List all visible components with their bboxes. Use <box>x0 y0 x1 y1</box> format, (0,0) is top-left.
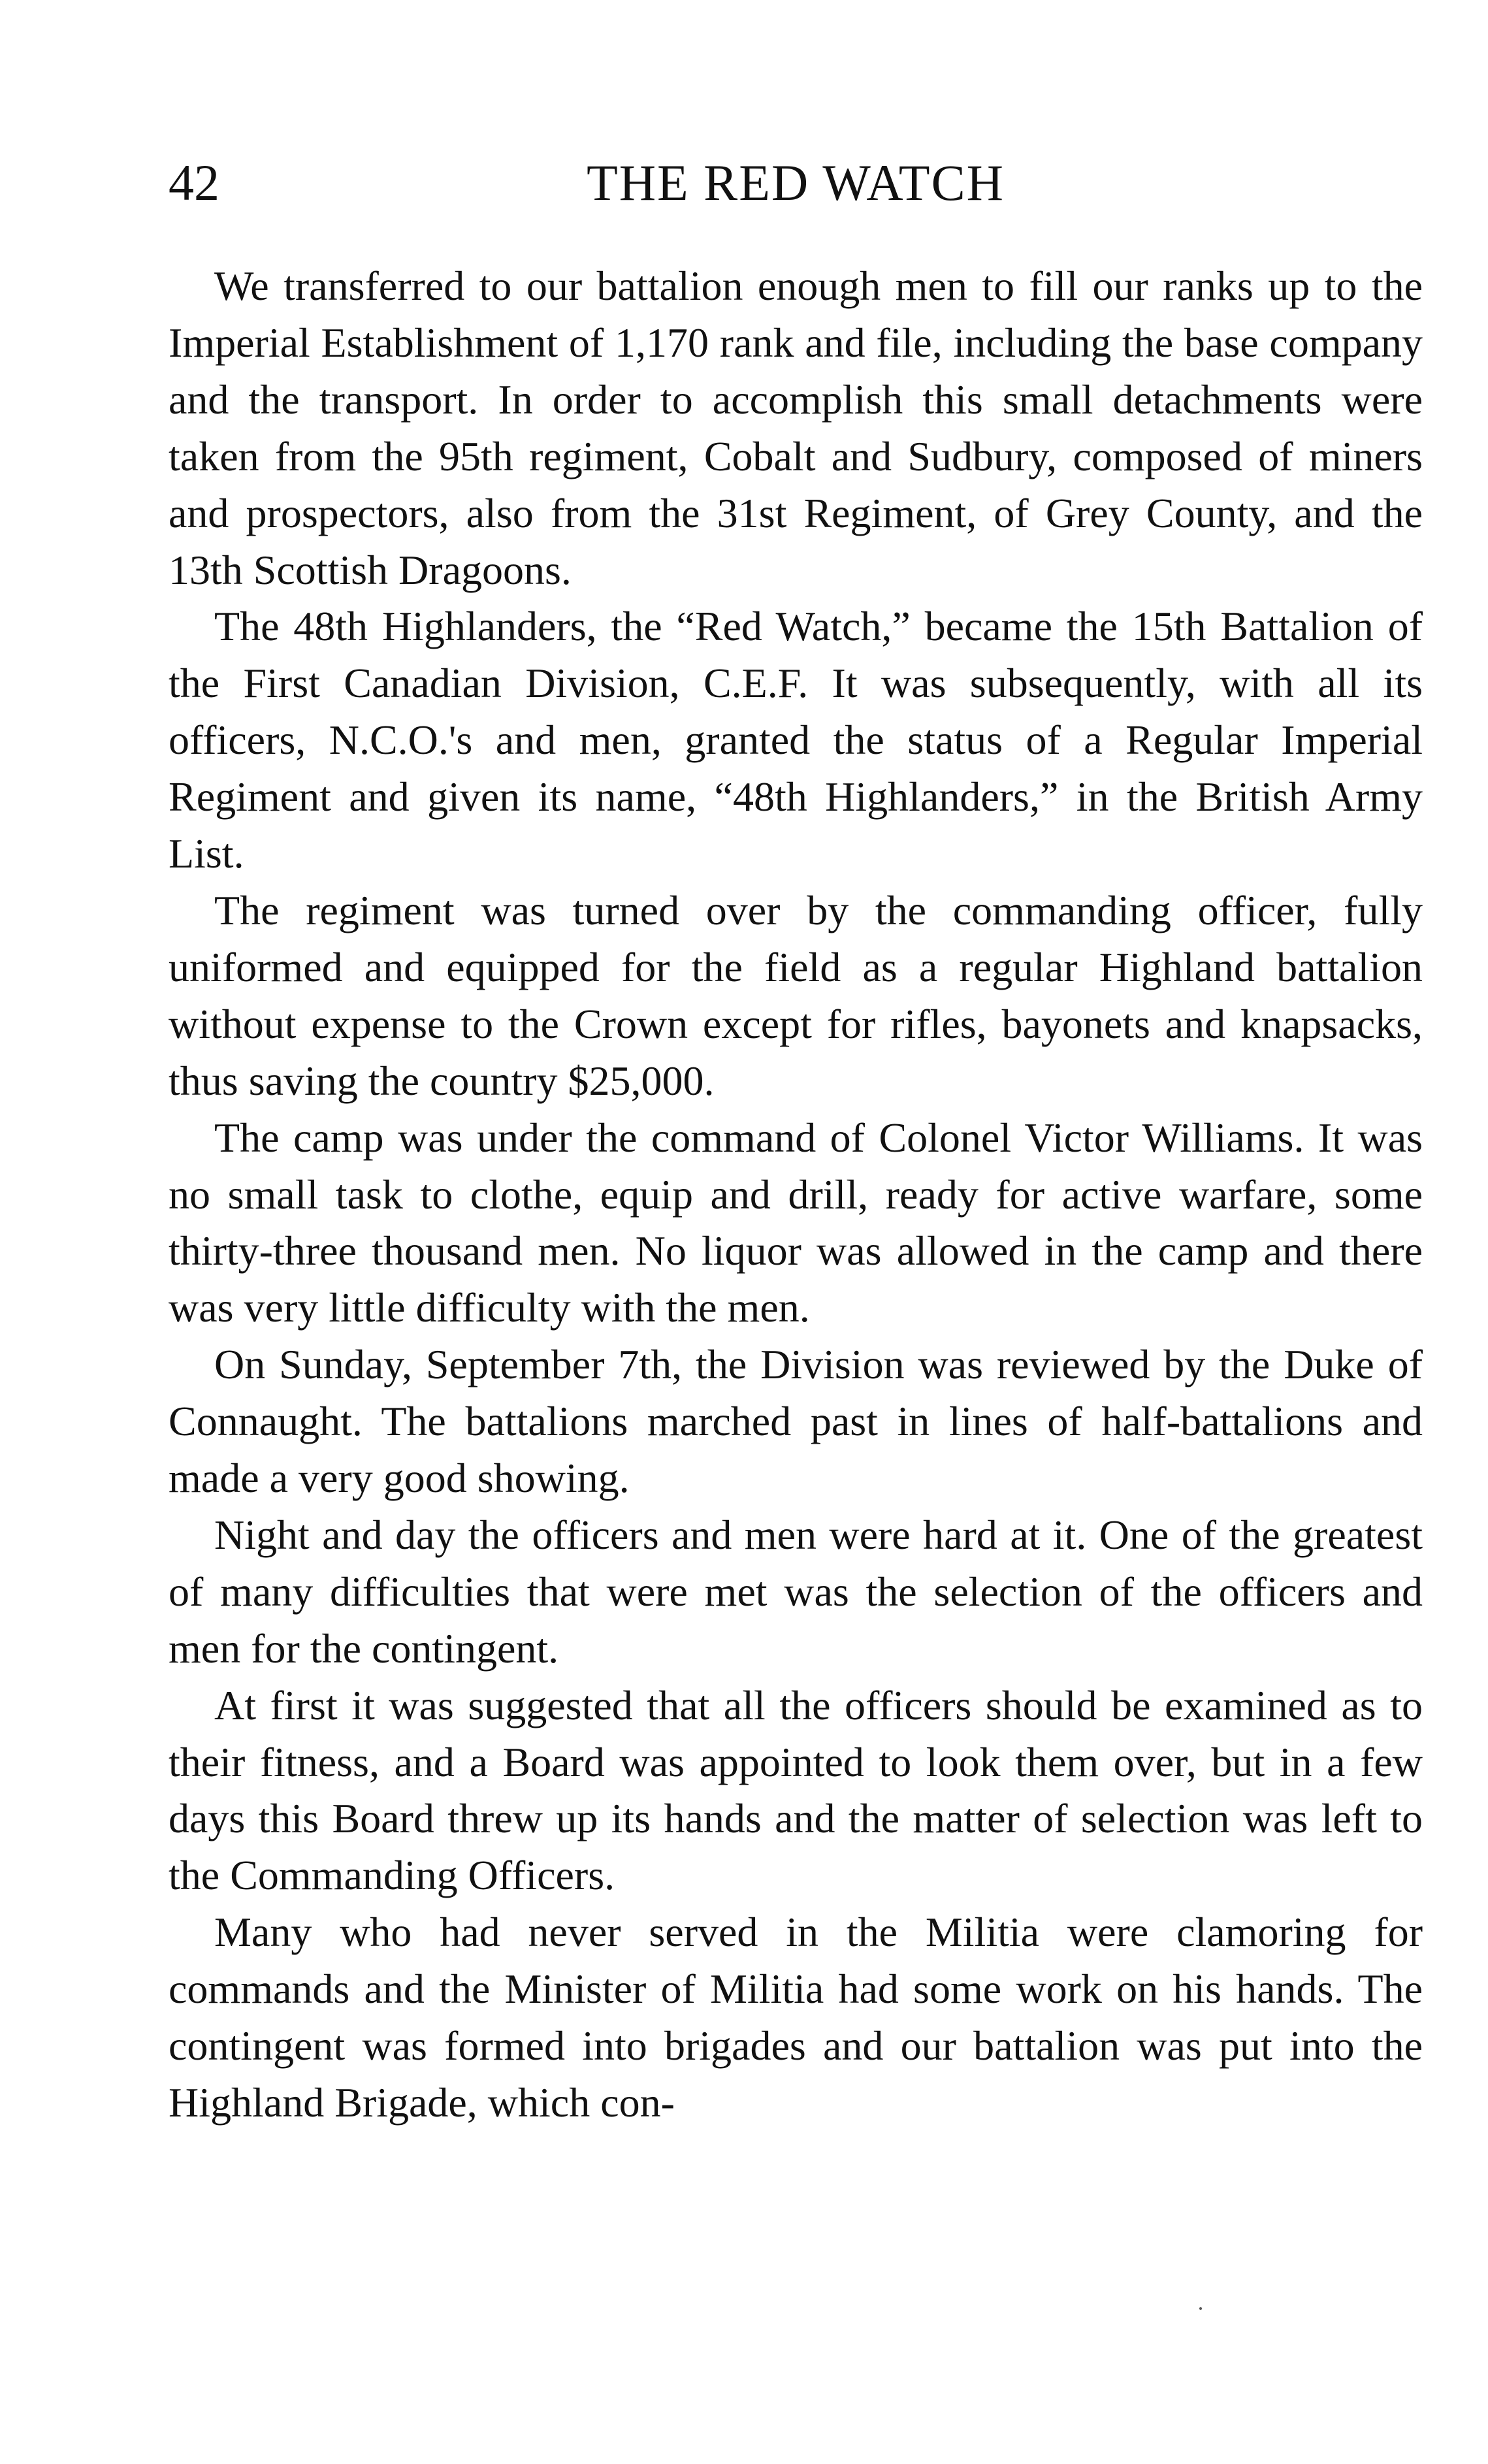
paragraph: On Sunday, September 7th, the Division was reviewed by the Duke of Connaught. The battalions marched past in lines of half-battalions and made a very good showing. <box>169 1341 1423 1502</box>
paragraph: Night and day the officers and men were hard at it. One of the greatest of many difficulties that were met was the selection of the officers and men for the contingent. <box>169 1511 1423 1672</box>
page-number: 42 <box>169 154 219 211</box>
paragraph: Many who had never served in the Militia were clamoring for commands and the Minister of Militia had some work on his hands. The contingent was formed into brigades and our battalion was put into the Highland Brigade, which con- <box>169 1909 1423 2126</box>
body-text <box>169 258 1423 2132</box>
paragraph: The 48th Highlanders, the “Red Watch,” became the 15th Battalion of the First Canadian Division, C.E.F. It was subsequently, with all its officers, N.C.O.'s and men, granted the status of a Regular Imperial Regiment and given its name, “48th Highlanders,” in the British Army List. <box>169 603 1423 877</box>
page-header <box>169 150 1423 216</box>
paragraph: At first it was suggested that all the officers should be examined as to their fitness, and a Board was appointed to look them over, but in a few days this Board threw up its hands and the matter of selection was left to the Commanding Officers. <box>169 1681 1423 1899</box>
running-title: THE RED WATCH <box>587 154 1005 211</box>
paragraph: The camp was under the command of Colonel Victor Williams. It was no small task to clothe, equip and drill, ready for active warfare, some thirty-three thousand men. No liquor was allowed in the camp and there was very little difficulty with the men. <box>169 1114 1423 1331</box>
paragraph: We transferred to our battalion enough men to fill our ranks up to the Imperial Establishment of 1,170 rank and file, including the base company and the transport. In order to accomplish this small detachments were taken from the 95th regiment, Cobalt and Sudbury, composed of miners and prospectors, also from the 31st Regiment, of Grey County, and the 13th Scottish Dragoons. <box>169 263 1423 593</box>
ink-speck <box>1199 2307 1202 2310</box>
paragraph: The regiment was turned over by the commanding officer, fully uniformed and equipped for the field as a regular Highland battalion without expense to the Crown except for rifles, bayonets and knapsacks, thus saving the country $25,000. <box>169 886 1423 1104</box>
